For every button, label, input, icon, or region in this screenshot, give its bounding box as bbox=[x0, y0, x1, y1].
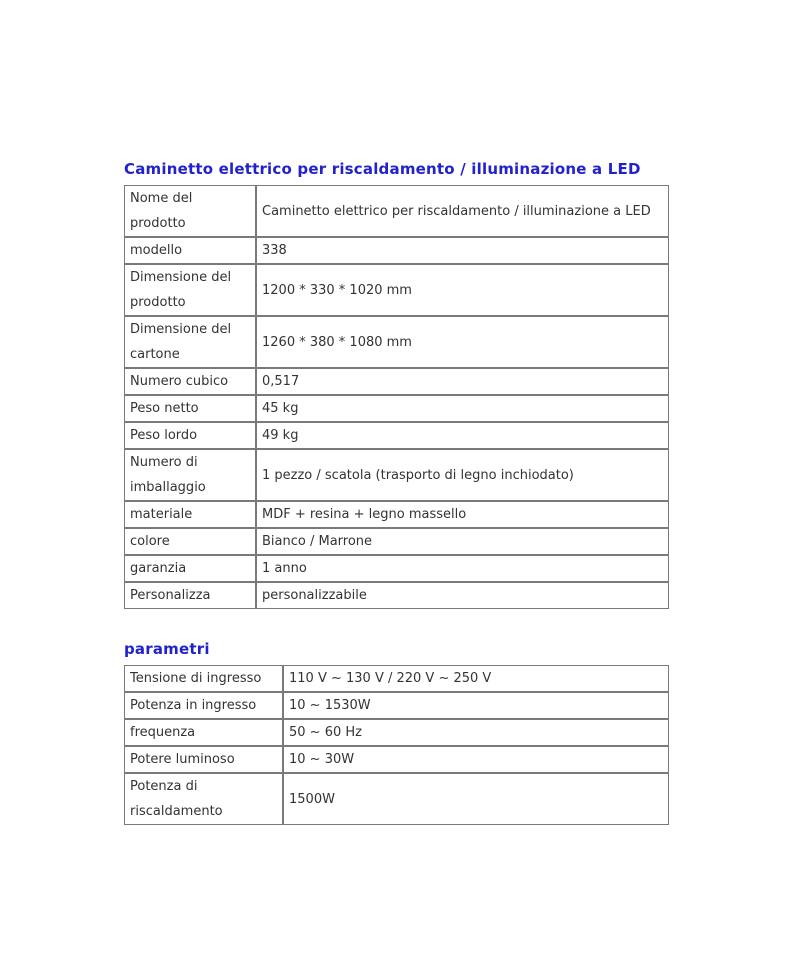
spec-value: 45 kg bbox=[256, 395, 669, 422]
spec-label: Numero cubico bbox=[124, 368, 256, 395]
spec-label: colore bbox=[124, 528, 256, 555]
table-row bbox=[124, 719, 669, 746]
table-row bbox=[124, 316, 669, 368]
spec-label: Peso netto bbox=[124, 395, 256, 422]
spec-label: frequenza bbox=[124, 719, 283, 746]
table-row bbox=[124, 773, 669, 825]
table-row bbox=[124, 422, 669, 449]
spec-value: 10 ~ 30W bbox=[283, 746, 669, 773]
table-row bbox=[124, 582, 669, 609]
table-row bbox=[124, 264, 669, 316]
spec-value: 1200 * 330 * 1020 mm bbox=[256, 264, 669, 316]
spec-value: Caminetto elettrico per riscaldamento / illuminazione a LED bbox=[256, 185, 669, 237]
parameters-spec-table bbox=[124, 665, 669, 825]
spec-value: 0,517 bbox=[256, 368, 669, 395]
spec-value: 338 bbox=[256, 237, 669, 264]
table-row bbox=[124, 449, 669, 501]
spec-label: Personalizza bbox=[124, 582, 256, 609]
table-row bbox=[124, 665, 669, 692]
spec-value: 1 anno bbox=[256, 555, 669, 582]
product-spec-table bbox=[124, 185, 669, 609]
table-row bbox=[124, 395, 669, 422]
spec-value: 50 ~ 60 Hz bbox=[283, 719, 669, 746]
spec-label: Peso lordo bbox=[124, 422, 256, 449]
table-row bbox=[124, 555, 669, 582]
table-row bbox=[124, 368, 669, 395]
spec-label: Dimensione del prodotto bbox=[124, 264, 256, 316]
table-row bbox=[124, 692, 669, 719]
spec-value: 49 kg bbox=[256, 422, 669, 449]
spec-label: Tensione di ingresso bbox=[124, 665, 283, 692]
spec-label: Potenza in ingresso bbox=[124, 692, 283, 719]
spec-value: 1500W bbox=[283, 773, 669, 825]
spec-label: garanzia bbox=[124, 555, 256, 582]
parameters-section-heading: parametri bbox=[124, 640, 210, 658]
spec-value: MDF + resina + legno massello bbox=[256, 501, 669, 528]
spec-value: personalizzabile bbox=[256, 582, 669, 609]
table-row bbox=[124, 528, 669, 555]
content-area bbox=[124, 160, 669, 825]
spec-value: 110 V ~ 130 V / 220 V ~ 250 V bbox=[283, 665, 669, 692]
table-row bbox=[124, 237, 669, 264]
spec-label: modello bbox=[124, 237, 256, 264]
spec-label: Nome del prodotto bbox=[124, 185, 256, 237]
table-row bbox=[124, 746, 669, 773]
spec-value: 1 pezzo / scatola (trasporto di legno inchiodato) bbox=[256, 449, 669, 501]
spec-label: materiale bbox=[124, 501, 256, 528]
spec-label: Potenza di riscaldamento bbox=[124, 773, 283, 825]
spec-label: Dimensione del cartone bbox=[124, 316, 256, 368]
spec-label: Numero di imballaggio bbox=[124, 449, 256, 501]
product-section-heading: Caminetto elettrico per riscaldamento / illuminazione a LED bbox=[124, 160, 641, 178]
spec-value: Bianco / Marrone bbox=[256, 528, 669, 555]
table-row bbox=[124, 501, 669, 528]
section-spacer bbox=[124, 609, 669, 640]
spec-label: Potere luminoso bbox=[124, 746, 283, 773]
spec-value: 1260 * 380 * 1080 mm bbox=[256, 316, 669, 368]
spec-value: 10 ~ 1530W bbox=[283, 692, 669, 719]
table-row bbox=[124, 185, 669, 237]
